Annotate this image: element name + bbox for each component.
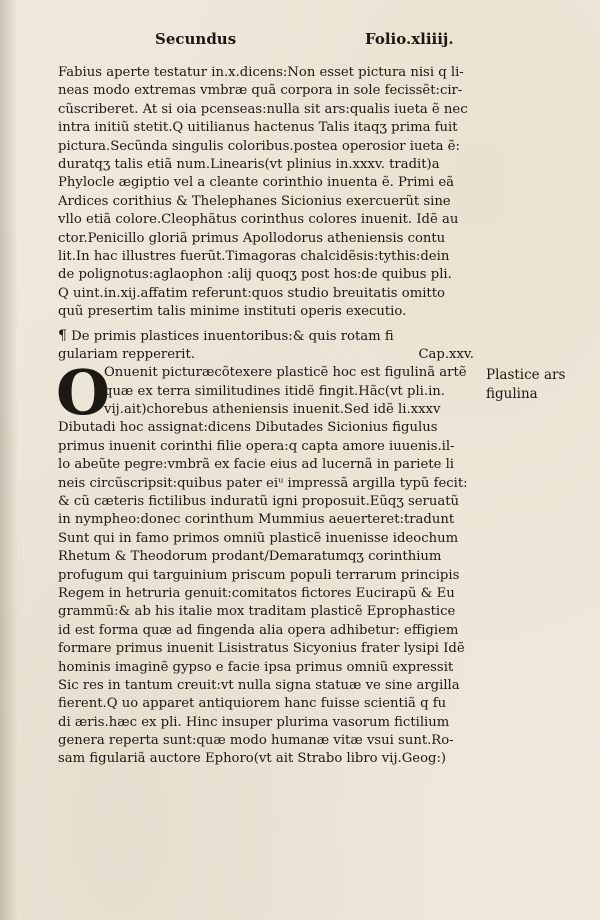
text-line: Dibutadi hoc assignat:dicens Dibutades Sicionius figulus — [58, 420, 438, 436]
text-line: id est forma quæ ad fingenda alia opera adhibetur: effigiem — [58, 622, 459, 638]
marginal-note-line2: figulina — [486, 386, 538, 402]
text-line: Sunt qui in famo primos omniũ plasticẽ inuenisse ideochum — [58, 530, 459, 546]
text-line: vllo etiã colore.Cleophãtus corinthus colores inuenit. Idẽ au — [58, 212, 459, 228]
text-line: intra initiũ stetit.Q uitilianus hactenus Talis itaqʒ prima fuit — [58, 120, 458, 136]
text-line: de polignotus:aglaophon :alij quoqʒ post hos:de quibus pli. — [58, 267, 452, 283]
text-line: lit.In hac illustres fuerũt.Timagoras chalcidẽsis:tythis:dein — [58, 248, 450, 264]
text-line: lo abeũte pegre:vmbrã ex facie eius ad lucernã in pariete li — [58, 457, 455, 473]
text-line: pictura.Secũnda singulis coloribus.postea operosior iueta ẽ: — [58, 138, 460, 154]
folio-number: Folio.xliiij. — [365, 30, 454, 48]
text-line: neas modo extremas vmbræ quã corpora in sole fecissẽt:cir- — [58, 83, 463, 99]
text-line: fierent.Q uo apparet antiquiorem hanc fuisse scientiã q fu — [58, 696, 447, 712]
text-line: Regem in hetruria genuit:comitatos fictores Eucirapũ & Eu — [58, 585, 455, 601]
text-line: Sic res in tantum creuit:vt nulla signa statuæ ve sine argilla — [58, 677, 460, 693]
text-line: & cũ cæteris fictilibus induratũ igni proposuit.Eũqʒ seruatũ — [58, 493, 460, 509]
text-line: formare primus inuenit Lisistratus Sicyonius frater lysipi Idẽ — [58, 641, 465, 657]
text-line: Q uint.in.xij.affatim referunt:quos studio breuitatis omitto — [58, 285, 445, 301]
text-line: di æris.hæc ex pli. Hinc insuper plurima vasorum fictilium — [58, 714, 450, 730]
text-line: Fabius aperte testatur in.x.dicens:Non esset pictura nisi q li- — [58, 65, 464, 80]
gutter-shadow — [0, 0, 18, 920]
chapter-title-line2: gulariam reppererit. — [58, 346, 196, 362]
running-head-left: Secundus — [155, 30, 237, 48]
text-line: vij.ait)chorebus atheniensis inuenit.Sed idẽ li.xxxv — [104, 402, 441, 418]
main-text — [58, 64, 480, 769]
pilcrow-icon: ¶ — [58, 328, 67, 345]
text-line: Onuenit picturæcõtexere plasticẽ hoc est figulinã artẽ — [104, 365, 467, 381]
text-line: Ardices corithius & Thelephanes Sicionius exercuerũt sine — [58, 193, 451, 209]
text-line: ctor.Penicillo gloriã primus Apollodorus atheniensis contu — [58, 230, 446, 246]
text-line: quæ ex terra similitudines itidẽ fingit.Hãc(vt pli.in. — [104, 383, 445, 399]
text-line: cũscriberet. At si oia pcenseas:nulla sit ars:qualis iueta ẽ nec — [58, 101, 468, 117]
text-line: hominis imaginẽ gypso e facie ipsa primus omniũ expressit — [58, 659, 454, 675]
chapter-number: Cap.xxv. — [418, 346, 474, 362]
drop-cap-initial: O — [56, 356, 111, 430]
text-line: quũ presertim talis minime instituti operis executio. — [58, 304, 407, 320]
chapter-title-line1: De primis plastices inuentoribus:& quis rotam fi — [71, 329, 394, 345]
text-line: Rhetum & Theodorum prodant/Demaratumqʒ corinthium — [58, 549, 442, 565]
text-line: sam figulariã auctore Ephoro(vt ait Strabo libro vij.Geog:) — [58, 751, 447, 767]
text-line: profugum qui targuinium priscum populi terrarum principis — [58, 567, 460, 583]
text-line: genera reperta sunt:quæ modo humanæ vitæ vsui sunt.Ro- — [58, 733, 454, 749]
text-line: duratqʒ talis etiã num.Linearis(vt plinius in.xxxv. tradit)a — [58, 156, 440, 172]
marginal-note — [486, 366, 586, 404]
text-line: in nympheo:donec corinthum Mummius aeuerteret:tradunt — [58, 512, 455, 528]
running-head — [150, 30, 454, 52]
text-line: Phylocle ægiptio vel a cleante corinthio inuenta ẽ. Primi eã — [58, 175, 454, 191]
chapter-heading — [58, 327, 480, 364]
marginal-note-line1: Plastice ars — [486, 367, 566, 383]
text-line: primus inuenit corinthi filie opera:q capta amore iuuenis.il- — [58, 438, 455, 454]
text-line: grammũ:& ab his italie mox traditam plasticẽ Eprophastice — [58, 604, 456, 620]
text-line: neis circũscripsit:quibus pater eiᵘ impressã argilla typũ fecit: — [58, 475, 468, 491]
